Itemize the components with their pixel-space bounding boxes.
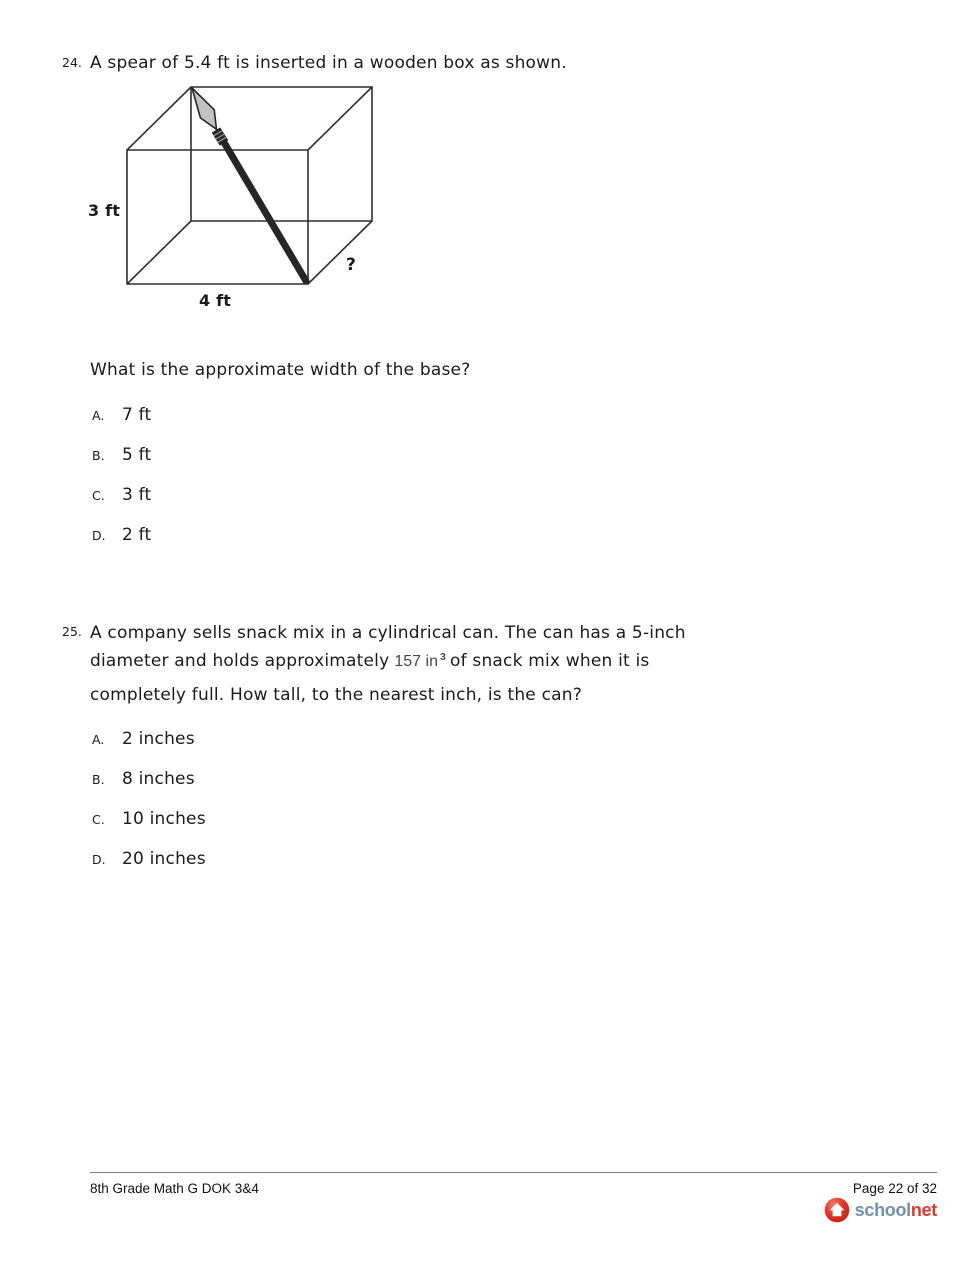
question-prompt-line: completely full. How tall, to the nearest inch, is the can? [90,685,582,705]
option-letter: C. [92,812,105,827]
question-prompt-line [90,645,870,674]
option-text: 2 inches [122,729,195,749]
footer-page-number: Page 22 of 32 [852,1181,937,1196]
answer-option [90,729,870,750]
wordmark-net: net [910,1200,937,1220]
footer-course-title: 8th Grade Math G DOK 3&4 [90,1181,259,1196]
answer-option [90,405,870,426]
option-letter: A. [92,732,105,747]
option-letter: B. [92,772,105,787]
schoolnet-home-icon [824,1197,850,1223]
answer-option [90,445,870,466]
prompt-text: of snack mix when it is [450,651,650,671]
question-body [90,621,870,889]
option-text: 10 inches [122,809,206,829]
figure-base-label: 4 ft [199,291,232,310]
footer-text-row [90,1173,937,1196]
option-text: 8 inches [122,769,195,789]
box-spear-figure [85,80,395,312]
question-prompt: A spear of 5.4 ft is inserted in a wooden box as shown. [90,53,567,73]
question-25 [62,621,979,889]
option-text: 7 ft [122,405,152,425]
spear-shaft [222,139,306,281]
option-letter: D. [92,852,106,867]
option-text: 3 ft [122,485,152,505]
schoolnet-wordmark [855,1197,937,1223]
answer-options [90,729,870,870]
option-letter: A. [92,408,105,423]
option-text: 5 ft [122,445,152,465]
answer-option [90,769,870,790]
spear-binding [214,130,227,143]
answer-option [90,485,870,506]
figure-depth-label: ? [346,255,357,275]
question-number: 25. [62,624,82,639]
volume-formula: 157 in [394,653,438,670]
option-letter: C. [92,488,105,503]
schoolnet-logo [90,1197,937,1223]
option-text: 2 ft [122,525,152,545]
volume-formula-exponent: 3 [439,651,447,663]
page-footer [90,1172,937,1223]
question-body [90,52,870,565]
answer-option [90,525,870,546]
answer-option [90,809,870,830]
option-letter: D. [92,528,106,543]
spear-head [192,88,217,129]
question-24 [62,52,979,565]
answer-option [90,849,870,870]
answer-options [90,405,870,546]
wordmark-school: school [854,1200,911,1220]
option-letter: B. [92,448,105,463]
question-number: 24. [62,55,82,70]
question-prompt-line: A company sells snack mix in a cylindrical can. The can has a 5-inch [90,623,686,643]
figure-height-label: 3 ft [88,201,121,220]
option-text: 20 inches [122,849,206,869]
prompt-text: diameter and holds approximately [90,651,390,671]
question-sub-prompt: What is the approximate width of the base? [90,360,471,380]
